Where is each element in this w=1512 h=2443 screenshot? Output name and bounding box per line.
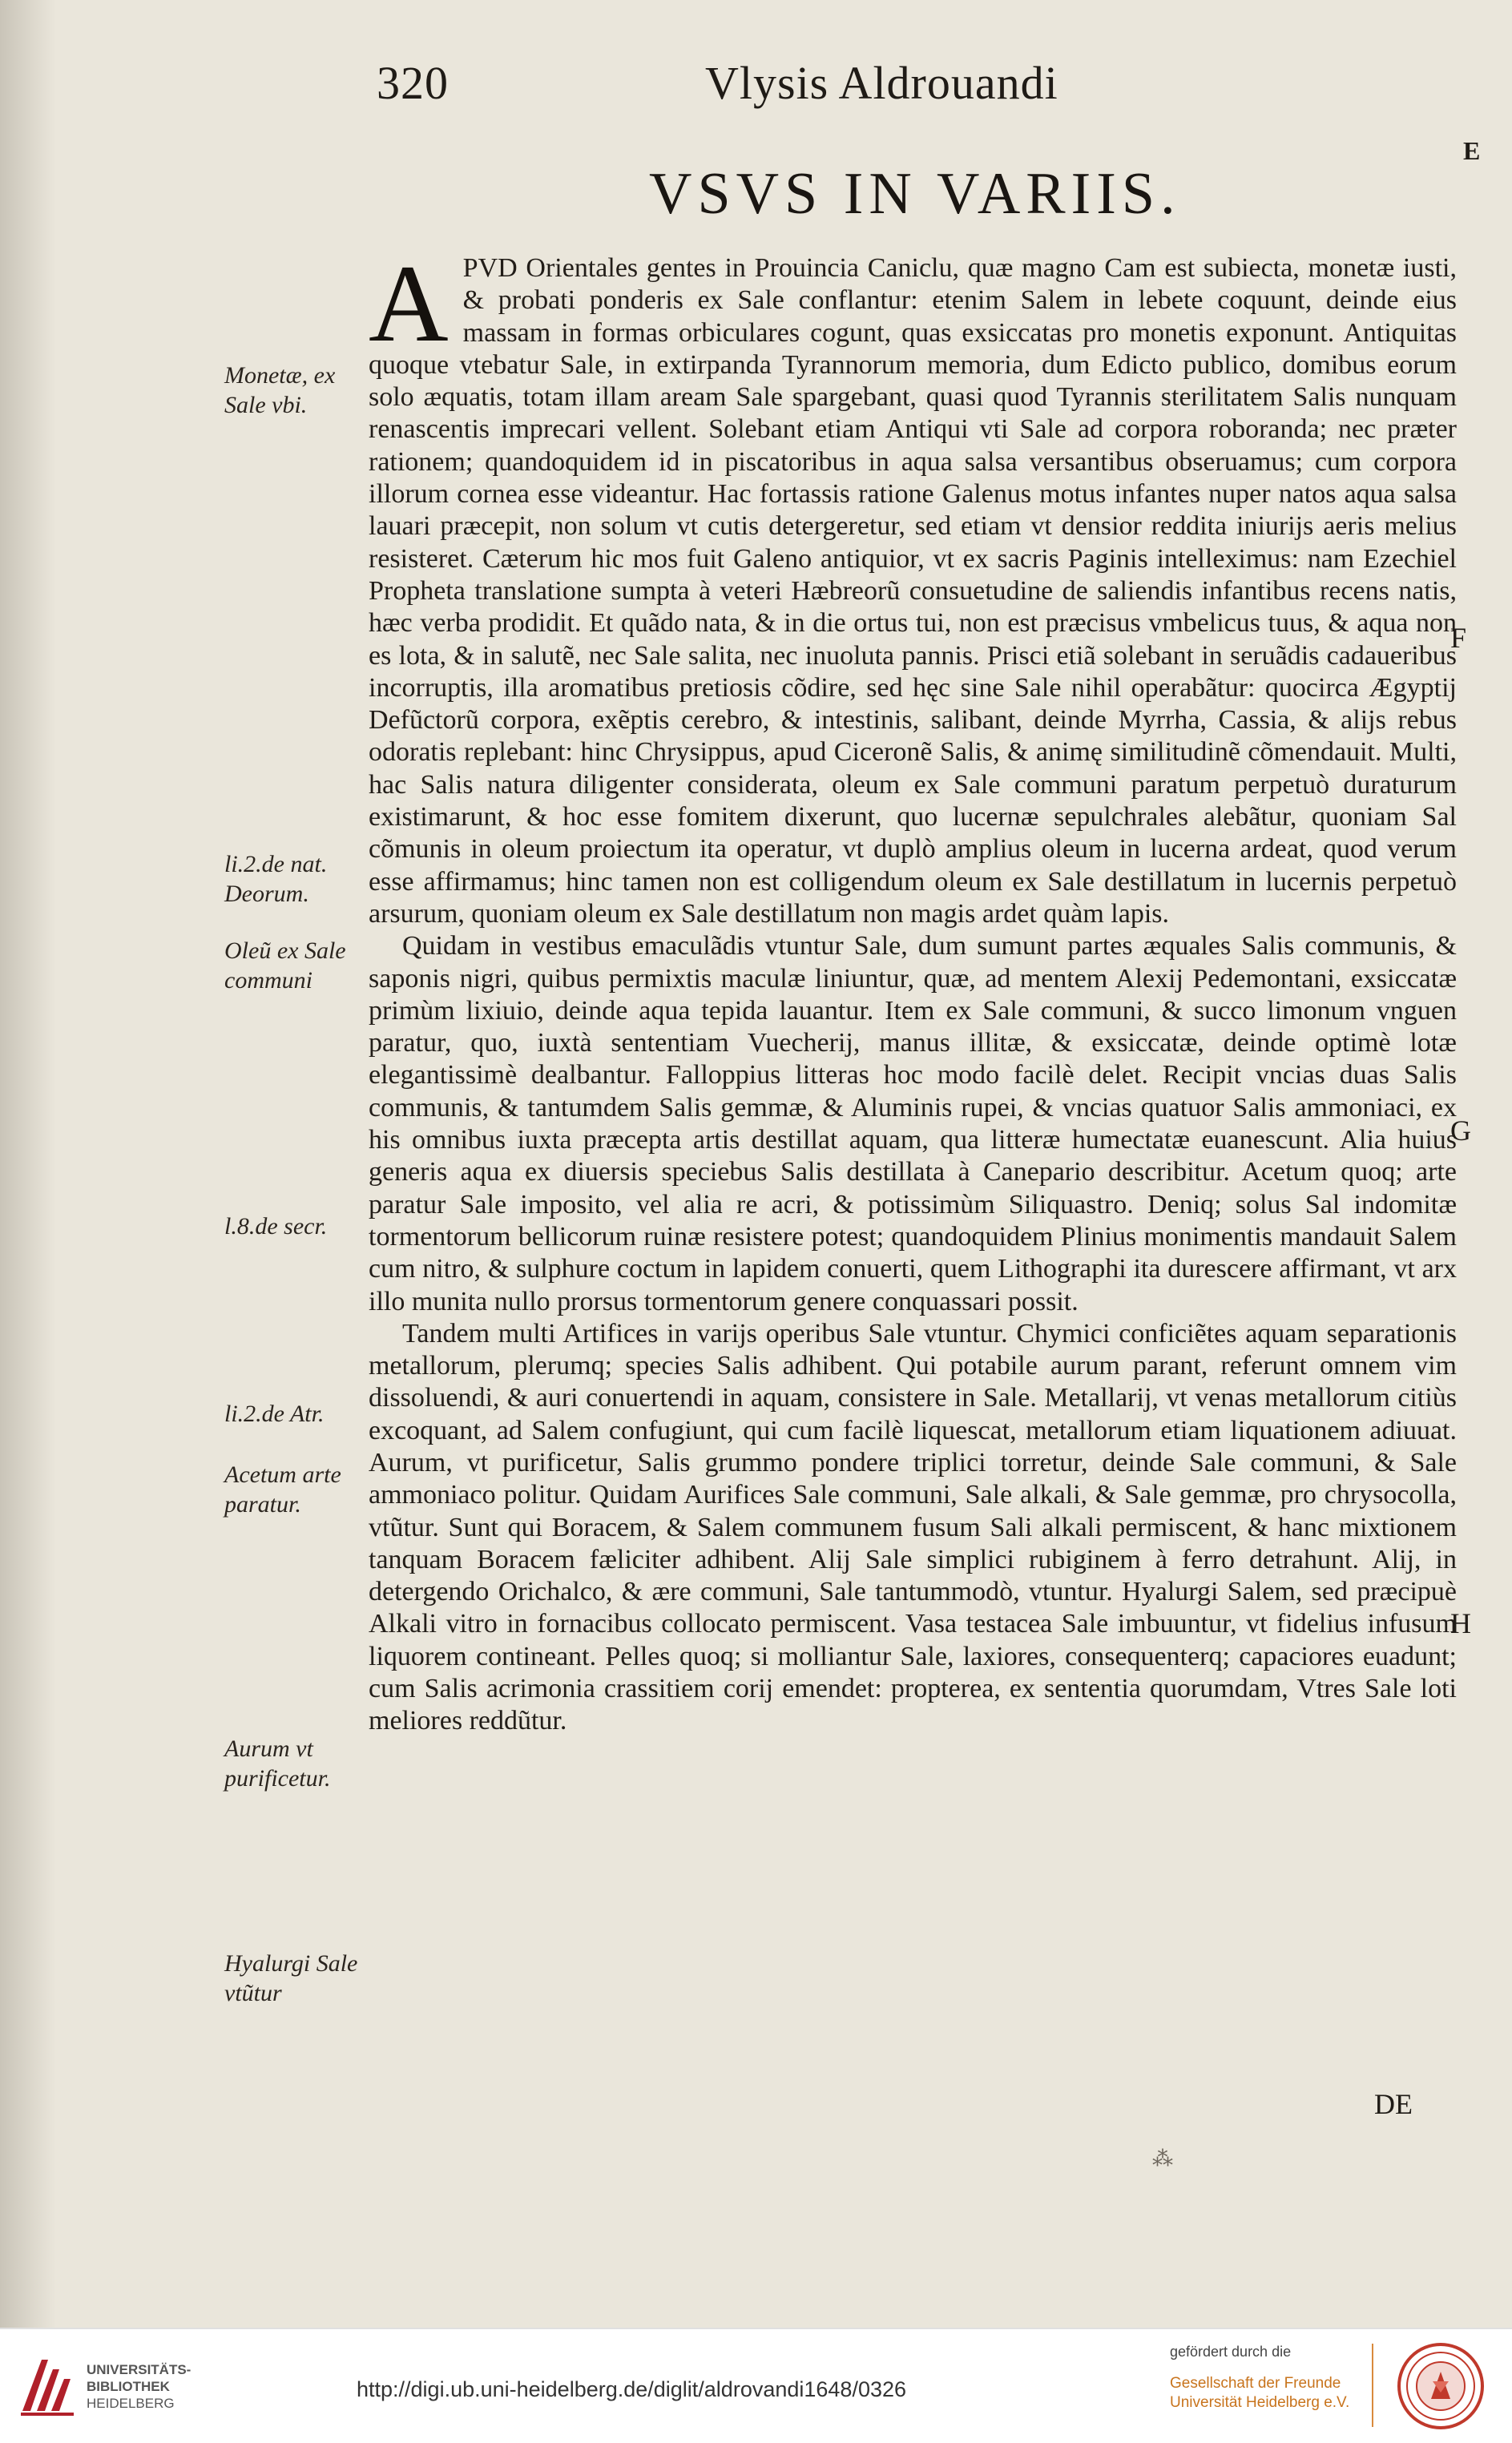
- margin-note-aurum: Aurum vt purificetur.: [224, 1735, 331, 1792]
- university-library-logo-icon: [18, 2353, 80, 2417]
- drop-cap-initial: A: [369, 242, 449, 365]
- society-name-line-1: Gesellschaft der Freunde: [1170, 2375, 1341, 2392]
- ornament-mark: ⁂: [1152, 2147, 1173, 2171]
- paragraph-1-text: PVD Orientales gentes in Prouincia Caniclu, quæ magno Cam est subiecta, monetæ iusti, & probati ponderis ex Sale conflantur: etenim Salem in lebete coquunt, deinde eius massam in formas orbiculares cogunt, quas exsiccatas pro monetis exponunt. Antiquitas quoque vtebatur Sale, in extirpanda Tyrannorum memoria, dum Edicto publico, domibus eorum solo æquatis, totam illam aream Sale spargebant, quasi quod Tyrannis sterilitatem Salis nunquam renascentis imprecari vellent. Solebant etiam Antiqui vti Sale ad corpora roboranda; nec præter rationem; quandoquidem id in piscatoribus in aqua salsa versantibus obseruamus; cum corpora illorum cornea esse videantur. Hac fortassis ratione Galenus motus infantes nuper natos aqua salsa lauari præcepit, non solum vt cutis detergeretur, sed etiam vt densior reddita iniurijs aeris melius resisteret. Cæterum hic mos fuit Galeno antiquior, vt ex sacris Paginis intelleximus: nam Ezechiel Propheta translatione sumpta à veteri Hæbreorũ consuetudine de saliendis infantibus recens natis, hæc verba prodidit. Et quãdo nata, & in die ortus tui, non est præcisus vmbelicus tuus, & aqua non es lota, & in salutẽ, nec Sale salita, nec inuoluta pannis. Prisci etiã solebant in seruãdis cadaueribus incorruptis, illa aromatibus pretiosis cõdire, sed hęc sine Sale nihil operabãtur: quocirca Ægyptij Defũctorũ corpora, exẽptis cerebro, & intestinis, salibant, deinde Myrrha, Cassia, & alijs rebus odoratis replebant: hinc Chrysippus, apud Ciceronẽ Salis, & animę similitudinẽ cõmendauit. Multi, hac Salis natura diligenter considerata, oleum ex Sale communi paratum perpetuò duraturum existimarunt, & hoc esse fomitem dixerunt, quo lucernæ sepulchrales alebãtur, quoniam Sal cõmunis in oleum proiectum ita operatur, vt duplò amplius oleum in lucerna ardeat, quod verum esse affirmamus; hinc tamen non est colligendum oleum ex Sale destillatum in lucernis perpetuò arsurum, quoniam oleum ex Sale destillatum non magis ardet quàm lapis.: [369, 253, 1457, 929]
- society-name-line-2: Universität Heidelberg e.V.: [1170, 2394, 1350, 2411]
- library-name-line-3: HEIDELBERG: [87, 2396, 175, 2411]
- margin-note-de-secr: l.8.de secr.: [224, 1213, 328, 1240]
- society-name: [1170, 2374, 1349, 2413]
- library-name: [87, 2361, 191, 2412]
- page-number: 320: [377, 57, 449, 109]
- footer-divider: [1372, 2344, 1373, 2427]
- margin-note-oleum: Oleũ ex Sale communi: [224, 937, 346, 994]
- funded-by-label: gefördert durch die: [1170, 2344, 1292, 2360]
- paragraph-1: [369, 242, 1457, 930]
- digitization-footer: [0, 2328, 1512, 2443]
- margin-note-acetum: Acetum arte paratur.: [224, 1461, 341, 1518]
- margin-note-de-atr: li.2.de Atr.: [224, 1401, 325, 1427]
- university-seal-icon: [1393, 2341, 1489, 2431]
- section-title: VSVS IN VARIIS.: [649, 161, 1181, 227]
- main-text-block: [369, 242, 1457, 1738]
- margin-note-hyalurgi: Hyalurgi Sale vtũtur: [224, 1950, 358, 2006]
- margin-note-de-nat-deorum: li.2.de nat. Deorum.: [224, 851, 328, 907]
- margin-note-moneta: Monetæ, ex Sale vbi.: [224, 362, 336, 418]
- corner-signature-letter: E: [1463, 136, 1481, 165]
- side-letter-h: H: [1450, 1607, 1471, 1639]
- paragraph-3: Tandem multi Artifices in varijs operibus Sale vtuntur. Chymici conficiẽtes aquam separationis metallorum, plerumq; species Salis adhibent. Qui potabile aurum parant, referunt omnem vim dissoluendi, & auri conuertendi in aquam, consistere in Sale. Metallarij, vt venas metallorum citiùs excoquant, ad Salem confugiunt, qui cum facilè liquescat, metallorum etiam liquationem adiuuat. Aurum, vt purificetur, Salis grummo pondere triplici torretur, deinde Sale communi, & Sale ammoniaco politur. Quidam Aurifices Sale communi, Sale alkali, & Sale gemmæ, pro chrysocolla, vtũtur. Sunt qui Boracem, & Salem communem fusum Sali alkali permiscent, & hanc mixtionem tanquam Boracem fæliciter adhibent. Alij Sale simplici rubiginem à ferro detrahunt. Alij, in detergendo Orichalco, & ære communi, Sale tantummodò, vtuntur. Hyalurgi Salem, sed præcipuè Alkali vitro in fornacibus collocato permiscent. Vasa testacea Sale imbuuntur, vt fidelius infusum liquorem contineant. Pelles quoq; si molliantur Sale, laxiores, consequenterq; capaciores euadunt; cum Salis acrimonia crassitiem corij emendet: propterea, ex sententia quorumdam, Vtres Sale loti meliores reddũtur.: [369, 1318, 1457, 1736]
- running-title: Vlysis Aldrouandi: [705, 57, 1058, 109]
- catchword: DE: [1374, 2088, 1413, 2120]
- side-letter-f: F: [1450, 622, 1467, 654]
- library-name-line-2: BIBLIOTHEK: [87, 2379, 170, 2394]
- side-letter-g: G: [1450, 1115, 1471, 1147]
- page-header: [377, 48, 1178, 120]
- paragraph-2: Quidam in vestibus emaculãdis vtuntur Sale, dum sumunt partes æquales Salis communis, & saponis nigri, quibus permixtis maculæ liniuntur, quæ, ad mentem Alexij Pedemontani, exsiccatæ primùm lixiuio, deinde aqua tepida lauantur. Item ex Sale communi, & succo limonum vnguen paratur, quo, iuxtà sententiam Vuecherij, manus illitæ, & exsiccatæ, deinde optimè lotæ elegantissimè dealbantur. Falloppius litteras hoc modo facilè delet. Recipit vncias duas Salis communis, & tantumdem Salis gemmæ, & Aluminis rupei, & vncias quatuor Salis ammoniaci, ex his omnibus iuxta præcepta artis destillat aquam, qua litteræ humectatæ euanescunt. Alia huius generis aqua ex diuersis speciebus Salis destillata à Canepario describitur. Acetum quoq; arte paratur Sale imposito, vel alia re acri, & potissimùm Siliquastro. Deniq; solus Sal indomitæ tormentorum bellicorum ruinæ resistere potest; quandoquidem Plinius monimentis mandauit Salem cum nitro, & sulphure coctum in lapidem conuerti, quem Lithographi ita durescere affirmant, vt arx illo munita nullo prorsus tormentorum genere conquassari possit.: [369, 931, 1457, 1316]
- permalink-url[interactable]: http://digi.ub.uni-heidelberg.de/diglit/aldrovandi1648/0326: [357, 2377, 907, 2401]
- library-name-line-1: UNIVERSITÄTS-: [87, 2362, 192, 2377]
